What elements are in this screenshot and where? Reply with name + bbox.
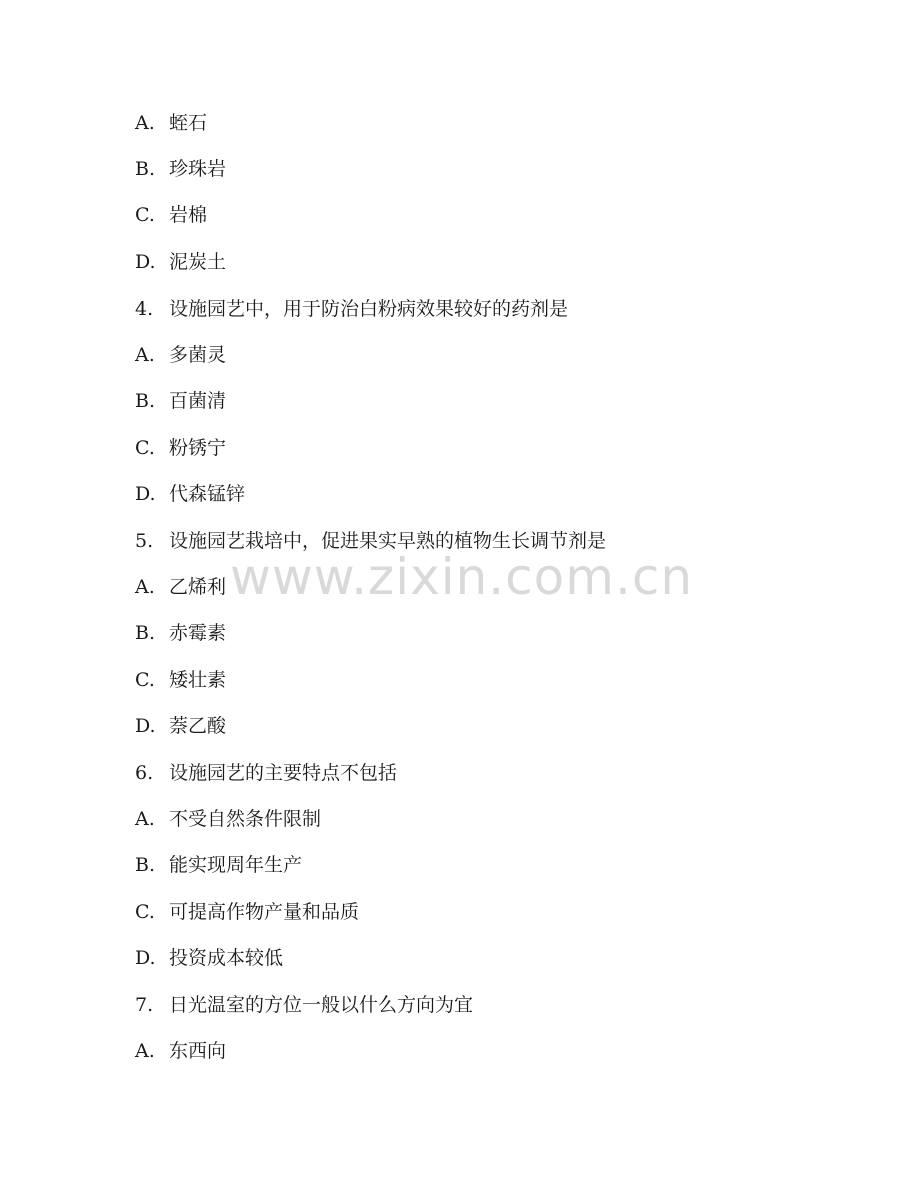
option-marker: B. [135, 854, 156, 876]
option-marker: D. [135, 251, 156, 273]
option-marker: A. [135, 808, 155, 830]
option-line [135, 619, 226, 647]
option-marker: C. [135, 901, 155, 923]
option-marker: A. [135, 112, 155, 134]
option-marker: A. [135, 1040, 155, 1062]
option-line [135, 387, 226, 415]
option-text: 东西向 [169, 1040, 227, 1062]
option-text: 岩棉 [169, 204, 208, 226]
option-text: 赤霉素 [169, 622, 227, 644]
option-text: 粉锈宁 [169, 437, 227, 459]
option-line [135, 201, 207, 229]
option-marker: C. [135, 437, 155, 459]
option-marker: D. [135, 483, 156, 505]
option-line [135, 712, 226, 740]
option-line [135, 666, 226, 694]
option-text: 泥炭土 [169, 251, 227, 273]
option-marker: D. [135, 715, 156, 737]
question-number: 4. [135, 298, 154, 320]
option-text: 不受自然条件限制 [169, 808, 322, 830]
question-number: 6. [135, 762, 154, 784]
option-text: 珍珠岩 [169, 158, 227, 180]
option-marker: B. [135, 390, 156, 412]
option-line [135, 109, 207, 137]
option-line [135, 1037, 226, 1065]
option-text: 百菌清 [169, 390, 227, 412]
option-text: 萘乙酸 [169, 715, 227, 737]
question-number: 5. [135, 530, 154, 552]
option-marker: C. [135, 204, 155, 226]
option-text: 投资成本较低 [169, 947, 284, 969]
option-marker: B. [135, 622, 156, 644]
option-text: 能实现周年生产 [169, 854, 303, 876]
option-text: 多菌灵 [169, 344, 227, 366]
option-marker: D. [135, 947, 156, 969]
option-text: 乙烯利 [169, 576, 227, 598]
option-line [135, 944, 283, 972]
question-text: 设施园艺中，用于防治白粉病效果较好的药剂是 [169, 298, 569, 320]
question-text: 设施园艺栽培中，促进果实早熟的植物生长调节剂是 [169, 530, 607, 552]
option-text: 代森锰锌 [169, 483, 246, 505]
option-text: 矮壮素 [169, 669, 227, 691]
option-marker: B. [135, 158, 156, 180]
option-line [135, 898, 359, 926]
option-line [135, 851, 302, 879]
question-text: 设施园艺的主要特点不包括 [169, 762, 398, 784]
option-line [135, 480, 245, 508]
option-line [135, 341, 226, 369]
question-number: 7. [135, 994, 154, 1016]
option-line [135, 155, 226, 183]
question-line [135, 295, 568, 323]
watermark: www.zixin.com.cn [230, 548, 694, 606]
option-marker: A. [135, 344, 155, 366]
option-marker: C. [135, 669, 155, 691]
option-line [135, 573, 226, 601]
option-line [135, 434, 226, 462]
option-text: 蛭石 [169, 112, 208, 134]
option-text: 可提高作物产量和品质 [169, 901, 360, 923]
option-line [135, 805, 321, 833]
option-line [135, 248, 226, 276]
question-text: 日光温室的方位一般以什么方向为宜 [169, 994, 474, 1016]
option-marker: A. [135, 576, 155, 598]
question-line [135, 759, 397, 787]
question-line [135, 991, 473, 1019]
